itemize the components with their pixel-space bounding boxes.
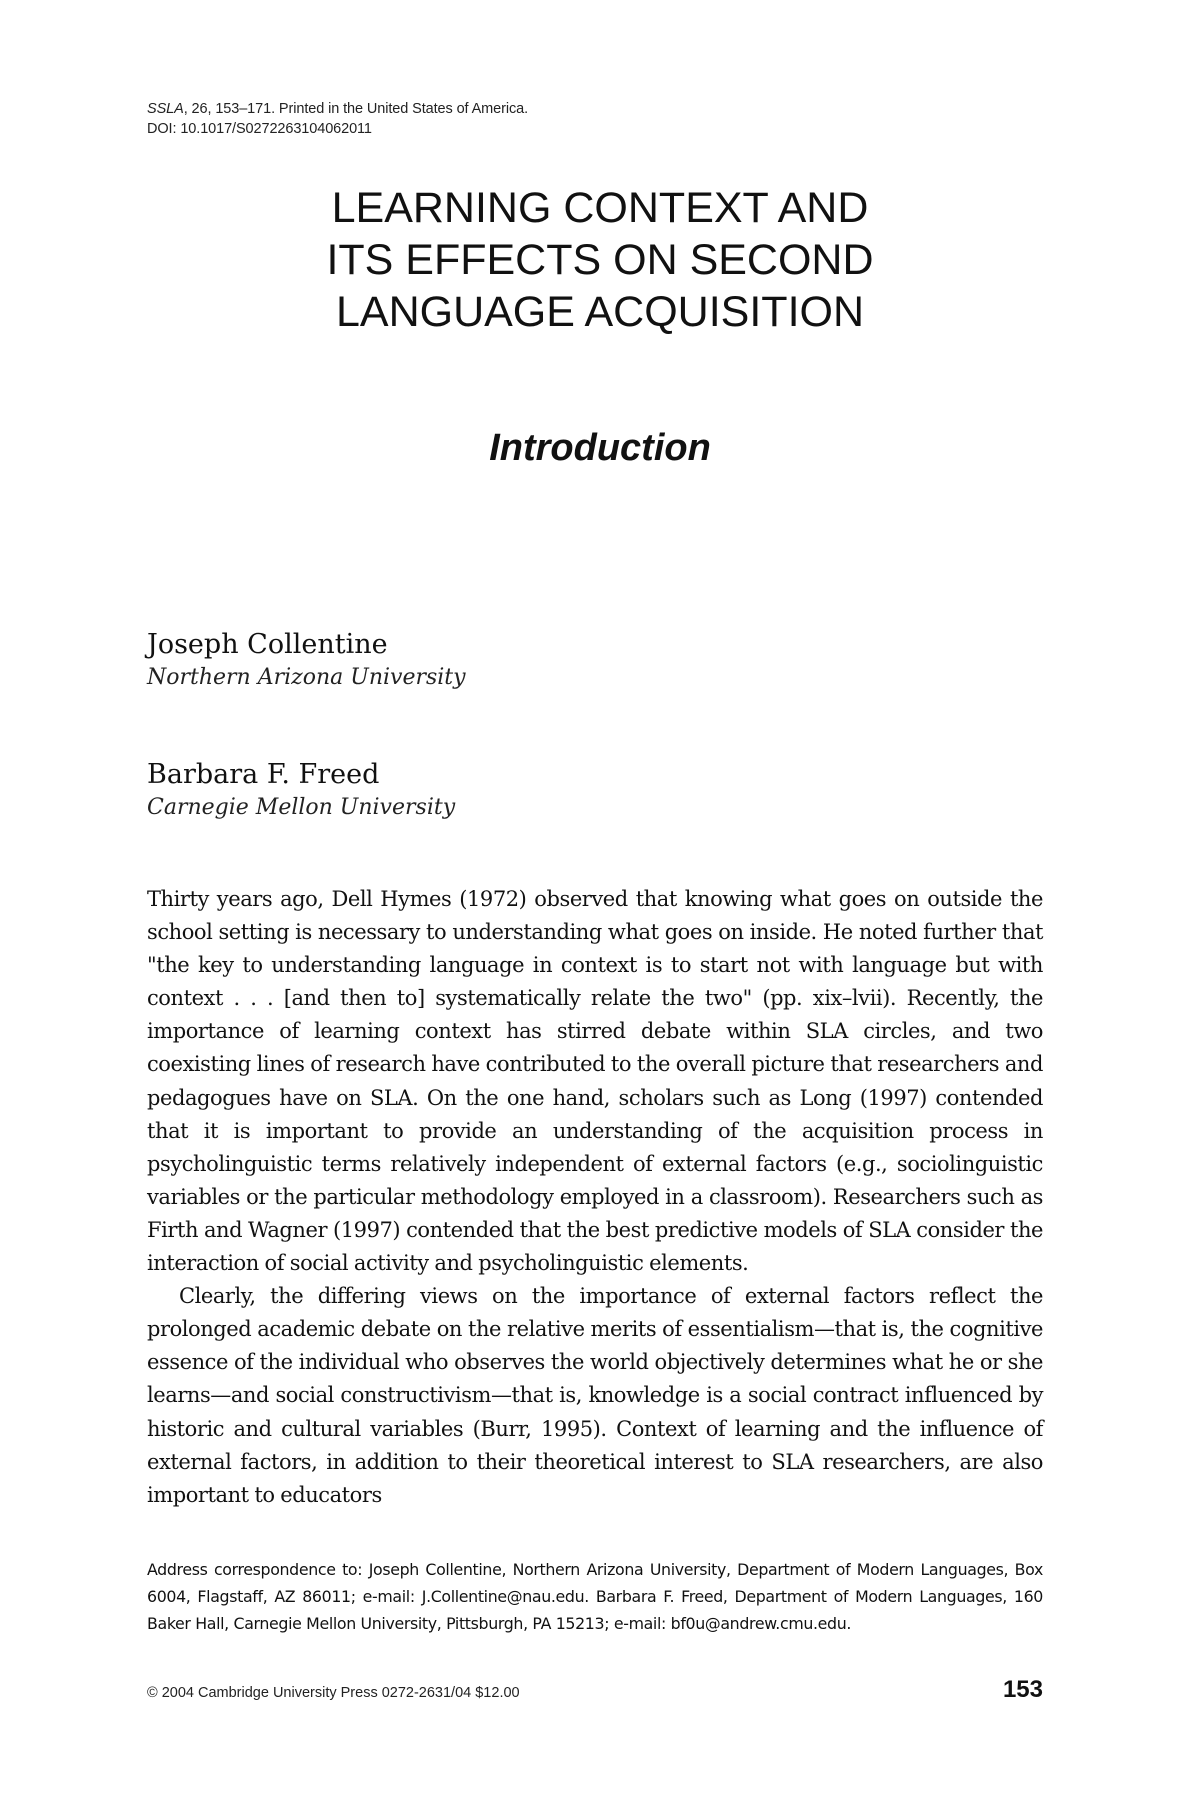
running-head xyxy=(147,99,528,139)
author-affiliation: Carnegie Mellon University xyxy=(147,795,456,820)
correspondence-footnote: Address correspondence to: Joseph Collentine, Northern Arizona University, Department of Modern Languages, Box 6004, Flagstaff, AZ 86011; e-mail: J.Collentine@nau.edu. Barbara F. Freed, Department of Modern Languages, 160 Baker Hall, Carnegie Mellon University, Pittsburgh, PA 15213; e-mail: bf0u@andrew.cmu.edu. xyxy=(147,1560,1043,1633)
copyright-line: © 2004 Cambridge University Press 0272-2631/04 $12.00 xyxy=(147,1685,520,1701)
article-subtitle: Introduction xyxy=(489,427,711,469)
title-line-1: LEARNING CONTEXT AND xyxy=(331,184,869,232)
article-title xyxy=(0,182,1200,338)
title-line-3: LANGUAGE ACQUISITION xyxy=(335,288,865,336)
doi-line: DOI: 10.1017/S0272263104062011 xyxy=(147,121,372,137)
author-block-collentine xyxy=(147,628,466,694)
author-affiliation: Northern Arizona University xyxy=(147,665,466,690)
body-text xyxy=(147,883,1043,1512)
author-name: Barbara F. Freed xyxy=(147,759,380,790)
page-number: 153 xyxy=(1002,1676,1043,1703)
journal-abbreviation: SSLA xyxy=(147,101,184,117)
author-name: Joseph Collentine xyxy=(147,629,388,660)
citation-line xyxy=(147,99,528,119)
citation-details: , 26, 153–171. Printed in the United States of America. xyxy=(183,101,529,117)
author-block-freed xyxy=(147,758,455,824)
body-paragraph-2: Clearly, the differing views on the importance of external factors reflect the prolonged academic debate on the relative merits of essentialism—that is, the cognitive essence of the individual who observes the world objectively determines what he or she learns—and social constructivism—that is, knowledge is a social contract influenced by historic and cultural variables (Burr, 1995). Context of learning and the influence of external factors, in addition to their theoretical interest to SLA researchers, are also important to educators xyxy=(147,1284,1043,1507)
title-line-2: ITS EFFECTS ON SECOND xyxy=(326,236,874,284)
body-paragraph-1: Thirty years ago, Dell Hymes (1972) observed that knowing what goes on outside the school setting is necessary to understanding what goes on inside. He noted further that "the key to understanding language in context is to start not with language but with context . . . [and then to] systematically relate the two" (pp. xix–lvii). Recently, the importance of learning context has stirred debate within SLA circles, and two coexisting lines of research have contributed to the overall picture that researchers and pedagogues have on SLA. On the one hand, scholars such as Long (1997) contended that it is important to provide an understanding of the acquisition process in psycholinguistic terms relatively independent of external factors (e.g., sociolinguistic variables or the particular methodology employed in a classroom). Researchers such as Firth and Wagner (1997) contended that the best predictive models of SLA consider the interaction of social activity and psycholinguistic elements. xyxy=(147,887,1043,1276)
